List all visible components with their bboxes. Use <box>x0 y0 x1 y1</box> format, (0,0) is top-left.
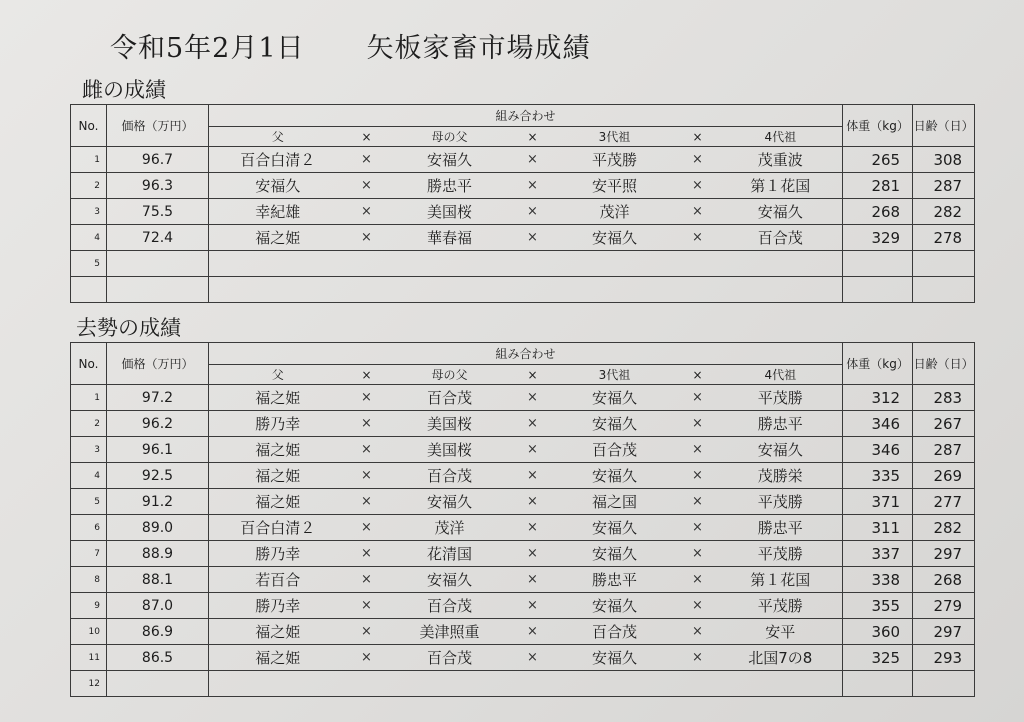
cross-mark: × <box>513 199 553 225</box>
age-cell: 282 <box>913 515 975 541</box>
third-generation-cell: 安福久 <box>553 463 677 489</box>
price-cell: 87.0 <box>107 593 209 619</box>
cross-mark: × <box>347 489 387 515</box>
cross-mark: × <box>513 173 553 199</box>
row-number: 7 <box>71 541 107 567</box>
row-number: 11 <box>71 645 107 671</box>
table-row <box>71 251 975 277</box>
header-x: × <box>677 127 719 147</box>
table-row <box>71 489 975 515</box>
weight-cell: 346 <box>843 411 913 437</box>
maternal-grandfather-cell: 勝忠平 <box>387 173 513 199</box>
steer-results-table <box>70 342 975 697</box>
age-cell: 278 <box>913 225 975 251</box>
third-generation-cell: 安福久 <box>553 645 677 671</box>
header-father: 父 <box>209 365 347 385</box>
table-row <box>71 671 975 697</box>
father-cell: 福之姫 <box>209 645 347 671</box>
cross-mark: × <box>513 541 553 567</box>
age-cell: 308 <box>913 147 975 173</box>
fourth-generation-cell: 勝忠平 <box>719 411 843 437</box>
weight-cell: 265 <box>843 147 913 173</box>
empty-cell <box>513 277 553 303</box>
header-third-generation: 3代祖 <box>553 365 677 385</box>
fourth-generation-cell: 北国7の8 <box>719 645 843 671</box>
table-row <box>71 567 975 593</box>
weight-cell: 312 <box>843 385 913 411</box>
header-x: × <box>347 127 387 147</box>
row-number: 9 <box>71 593 107 619</box>
table-row <box>71 645 975 671</box>
price-cell: 89.0 <box>107 515 209 541</box>
fourth-generation-cell: 安福久 <box>719 437 843 463</box>
age-cell: 297 <box>913 541 975 567</box>
maternal-grandfather-cell: 茂洋 <box>387 515 513 541</box>
row-number: 5 <box>71 489 107 515</box>
fourth-generation-cell: 平茂勝 <box>719 489 843 515</box>
age-cell: 293 <box>913 645 975 671</box>
father-cell: 勝乃幸 <box>209 411 347 437</box>
age-cell: 277 <box>913 489 975 515</box>
age-cell <box>913 251 975 277</box>
father-cell: 福之姫 <box>209 463 347 489</box>
cross-mark: × <box>677 463 719 489</box>
maternal-grandfather-cell: 百合茂 <box>387 593 513 619</box>
table-row-empty <box>71 277 975 303</box>
header-weight: 体重（kg） <box>843 105 913 147</box>
header-price: 価格（万円） <box>107 343 209 385</box>
fourth-generation-cell: 茂重波 <box>719 147 843 173</box>
price-cell <box>107 251 209 277</box>
cross-mark <box>347 251 387 277</box>
cross-mark: × <box>513 463 553 489</box>
cross-mark: × <box>347 437 387 463</box>
female-results-table <box>70 104 975 303</box>
cross-mark <box>677 251 719 277</box>
table-row <box>71 385 975 411</box>
female-section-title: 雌の成績 <box>82 78 166 102</box>
maternal-grandfather-cell: 百合茂 <box>387 645 513 671</box>
header-x: × <box>677 365 719 385</box>
cross-mark: × <box>677 541 719 567</box>
empty-cell <box>843 277 913 303</box>
weight-cell: 335 <box>843 463 913 489</box>
maternal-grandfather-cell <box>387 671 513 697</box>
weight-cell <box>843 251 913 277</box>
steer-section-title: 去勢の成績 <box>76 316 181 340</box>
weight-cell: 338 <box>843 567 913 593</box>
cross-mark: × <box>347 147 387 173</box>
table-row <box>71 515 975 541</box>
cross-mark: × <box>347 385 387 411</box>
cross-mark: × <box>677 645 719 671</box>
price-cell: 96.3 <box>107 173 209 199</box>
header-combination: 組み合わせ <box>209 105 843 127</box>
father-cell: 福之姫 <box>209 489 347 515</box>
row-number: 8 <box>71 567 107 593</box>
weight-cell <box>843 671 913 697</box>
empty-cell <box>719 277 843 303</box>
father-cell: 勝乃幸 <box>209 541 347 567</box>
cross-mark: × <box>677 437 719 463</box>
cross-mark: × <box>513 567 553 593</box>
cross-mark: × <box>513 645 553 671</box>
cross-mark: × <box>513 437 553 463</box>
fourth-generation-cell <box>719 671 843 697</box>
third-generation-cell: 勝忠平 <box>553 567 677 593</box>
fourth-generation-cell: 第１花国 <box>719 567 843 593</box>
header-no: No. <box>71 343 107 385</box>
row-number: 12 <box>71 671 107 697</box>
empty-cell <box>913 277 975 303</box>
price-cell: 75.5 <box>107 199 209 225</box>
table-row <box>71 173 975 199</box>
row-number: 2 <box>71 411 107 437</box>
cross-mark <box>513 251 553 277</box>
age-cell: 282 <box>913 199 975 225</box>
weight-cell: 281 <box>843 173 913 199</box>
weight-cell: 337 <box>843 541 913 567</box>
third-generation-cell: 安福久 <box>553 593 677 619</box>
row-number: 4 <box>71 463 107 489</box>
cross-mark: × <box>513 147 553 173</box>
header-x: × <box>513 365 553 385</box>
maternal-grandfather-cell <box>387 251 513 277</box>
cross-mark: × <box>677 411 719 437</box>
header-age: 日齢（日） <box>913 343 975 385</box>
header-age: 日齢（日） <box>913 105 975 147</box>
empty-cell <box>553 277 677 303</box>
age-cell: 287 <box>913 173 975 199</box>
price-cell: 97.2 <box>107 385 209 411</box>
cross-mark: × <box>347 515 387 541</box>
price-cell: 88.9 <box>107 541 209 567</box>
father-cell: 百合白清２ <box>209 147 347 173</box>
father-cell: 幸紀雄 <box>209 199 347 225</box>
maternal-grandfather-cell: 美国桜 <box>387 411 513 437</box>
third-generation-cell: 安福久 <box>553 411 677 437</box>
age-cell: 269 <box>913 463 975 489</box>
third-generation-cell: 百合茂 <box>553 437 677 463</box>
header-weight: 体重（kg） <box>843 343 913 385</box>
price-cell: 86.9 <box>107 619 209 645</box>
price-cell: 96.2 <box>107 411 209 437</box>
cross-mark: × <box>347 593 387 619</box>
father-cell: 福之姫 <box>209 385 347 411</box>
table-row <box>71 199 975 225</box>
weight-cell: 268 <box>843 199 913 225</box>
third-generation-cell: 安福久 <box>553 385 677 411</box>
third-generation-cell: 安福久 <box>553 225 677 251</box>
row-number: 2 <box>71 173 107 199</box>
price-cell: 92.5 <box>107 463 209 489</box>
cross-mark: × <box>513 515 553 541</box>
cross-mark: × <box>347 541 387 567</box>
row-number: 3 <box>71 437 107 463</box>
header-price: 価格（万円） <box>107 105 209 147</box>
father-cell: 福之姫 <box>209 619 347 645</box>
cross-mark: × <box>347 463 387 489</box>
row-number: 6 <box>71 515 107 541</box>
maternal-grandfather-cell: 花清国 <box>387 541 513 567</box>
father-cell: 百合白清２ <box>209 515 347 541</box>
age-cell <box>913 671 975 697</box>
header-fourth-generation: 4代祖 <box>719 365 843 385</box>
father-cell: 福之姫 <box>209 225 347 251</box>
table-row <box>71 437 975 463</box>
third-generation-cell: 安福久 <box>553 541 677 567</box>
cross-mark: × <box>347 199 387 225</box>
cross-mark: × <box>513 385 553 411</box>
cross-mark: × <box>347 619 387 645</box>
cross-mark: × <box>347 411 387 437</box>
table-row <box>71 463 975 489</box>
maternal-grandfather-cell: 美津照重 <box>387 619 513 645</box>
cross-mark: × <box>677 593 719 619</box>
third-generation-cell: 福之国 <box>553 489 677 515</box>
maternal-grandfather-cell: 安福久 <box>387 489 513 515</box>
cross-mark: × <box>513 411 553 437</box>
fourth-generation-cell: 第１花国 <box>719 173 843 199</box>
weight-cell: 355 <box>843 593 913 619</box>
header-x: × <box>347 365 387 385</box>
cross-mark: × <box>677 147 719 173</box>
maternal-grandfather-cell: 安福久 <box>387 567 513 593</box>
fourth-generation-cell: 平茂勝 <box>719 541 843 567</box>
table-row <box>71 593 975 619</box>
page-title <box>110 26 591 65</box>
maternal-grandfather-cell: 百合茂 <box>387 463 513 489</box>
header-maternal-grandfather: 母の父 <box>387 127 513 147</box>
father-cell <box>209 671 347 697</box>
table-row <box>71 411 975 437</box>
empty-cell <box>347 277 387 303</box>
price-cell: 88.1 <box>107 567 209 593</box>
header-third-generation: 3代祖 <box>553 127 677 147</box>
cross-mark: × <box>677 199 719 225</box>
row-number: 3 <box>71 199 107 225</box>
market-name: 矢板家畜市場成績 <box>366 33 591 64</box>
weight-cell: 346 <box>843 437 913 463</box>
fourth-generation-cell: 勝忠平 <box>719 515 843 541</box>
empty-cell <box>677 277 719 303</box>
third-generation-cell: 安福久 <box>553 515 677 541</box>
price-cell: 91.2 <box>107 489 209 515</box>
maternal-grandfather-cell: 華春福 <box>387 225 513 251</box>
cross-mark <box>513 671 553 697</box>
age-cell: 283 <box>913 385 975 411</box>
cross-mark: × <box>513 619 553 645</box>
cross-mark: × <box>677 489 719 515</box>
third-generation-cell <box>553 671 677 697</box>
price-cell: 86.5 <box>107 645 209 671</box>
age-cell: 268 <box>913 567 975 593</box>
empty-cell <box>107 277 209 303</box>
row-number: 10 <box>71 619 107 645</box>
price-cell: 72.4 <box>107 225 209 251</box>
age-cell: 297 <box>913 619 975 645</box>
header-combination: 組み合わせ <box>209 343 843 365</box>
header-fourth-generation: 4代祖 <box>719 127 843 147</box>
weight-cell: 360 <box>843 619 913 645</box>
cross-mark: × <box>677 515 719 541</box>
row-number: 4 <box>71 225 107 251</box>
age-cell: 279 <box>913 593 975 619</box>
row-number: 1 <box>71 385 107 411</box>
cross-mark <box>677 671 719 697</box>
father-cell <box>209 251 347 277</box>
maternal-grandfather-cell: 美国桜 <box>387 199 513 225</box>
cross-mark: × <box>677 385 719 411</box>
third-generation-cell: 百合茂 <box>553 619 677 645</box>
fourth-generation-cell: 平茂勝 <box>719 385 843 411</box>
cross-mark: × <box>347 173 387 199</box>
weight-cell: 311 <box>843 515 913 541</box>
maternal-grandfather-cell: 美国桜 <box>387 437 513 463</box>
cross-mark: × <box>513 593 553 619</box>
table-row <box>71 541 975 567</box>
row-number: 5 <box>71 251 107 277</box>
fourth-generation-cell: 安福久 <box>719 199 843 225</box>
cross-mark: × <box>677 567 719 593</box>
third-generation-cell <box>553 251 677 277</box>
weight-cell: 325 <box>843 645 913 671</box>
cross-mark: × <box>677 225 719 251</box>
empty-cell <box>71 277 107 303</box>
header-father: 父 <box>209 127 347 147</box>
cross-mark: × <box>677 173 719 199</box>
table-row <box>71 147 975 173</box>
fourth-generation-cell <box>719 251 843 277</box>
maternal-grandfather-cell: 百合茂 <box>387 385 513 411</box>
row-number: 1 <box>71 147 107 173</box>
father-cell: 若百合 <box>209 567 347 593</box>
cross-mark: × <box>513 489 553 515</box>
third-generation-cell: 茂洋 <box>553 199 677 225</box>
cross-mark: × <box>513 225 553 251</box>
header-x: × <box>513 127 553 147</box>
father-cell: 安福久 <box>209 173 347 199</box>
fourth-generation-cell: 安平 <box>719 619 843 645</box>
empty-cell <box>387 277 513 303</box>
cross-mark: × <box>347 225 387 251</box>
age-cell: 267 <box>913 411 975 437</box>
header-maternal-grandfather: 母の父 <box>387 365 513 385</box>
cross-mark: × <box>347 567 387 593</box>
date-text: 令和5年2月1日 <box>110 33 305 64</box>
fourth-generation-cell: 茂勝栄 <box>719 463 843 489</box>
father-cell: 勝乃幸 <box>209 593 347 619</box>
table-row <box>71 225 975 251</box>
weight-cell: 371 <box>843 489 913 515</box>
price-cell: 96.7 <box>107 147 209 173</box>
header-no: No. <box>71 105 107 147</box>
table-row <box>71 619 975 645</box>
father-cell: 福之姫 <box>209 437 347 463</box>
third-generation-cell: 平茂勝 <box>553 147 677 173</box>
price-cell <box>107 671 209 697</box>
fourth-generation-cell: 平茂勝 <box>719 593 843 619</box>
third-generation-cell: 安平照 <box>553 173 677 199</box>
price-cell: 96.1 <box>107 437 209 463</box>
fourth-generation-cell: 百合茂 <box>719 225 843 251</box>
weight-cell: 329 <box>843 225 913 251</box>
age-cell: 287 <box>913 437 975 463</box>
cross-mark <box>347 671 387 697</box>
cross-mark: × <box>347 645 387 671</box>
maternal-grandfather-cell: 安福久 <box>387 147 513 173</box>
empty-cell <box>209 277 347 303</box>
cross-mark: × <box>677 619 719 645</box>
